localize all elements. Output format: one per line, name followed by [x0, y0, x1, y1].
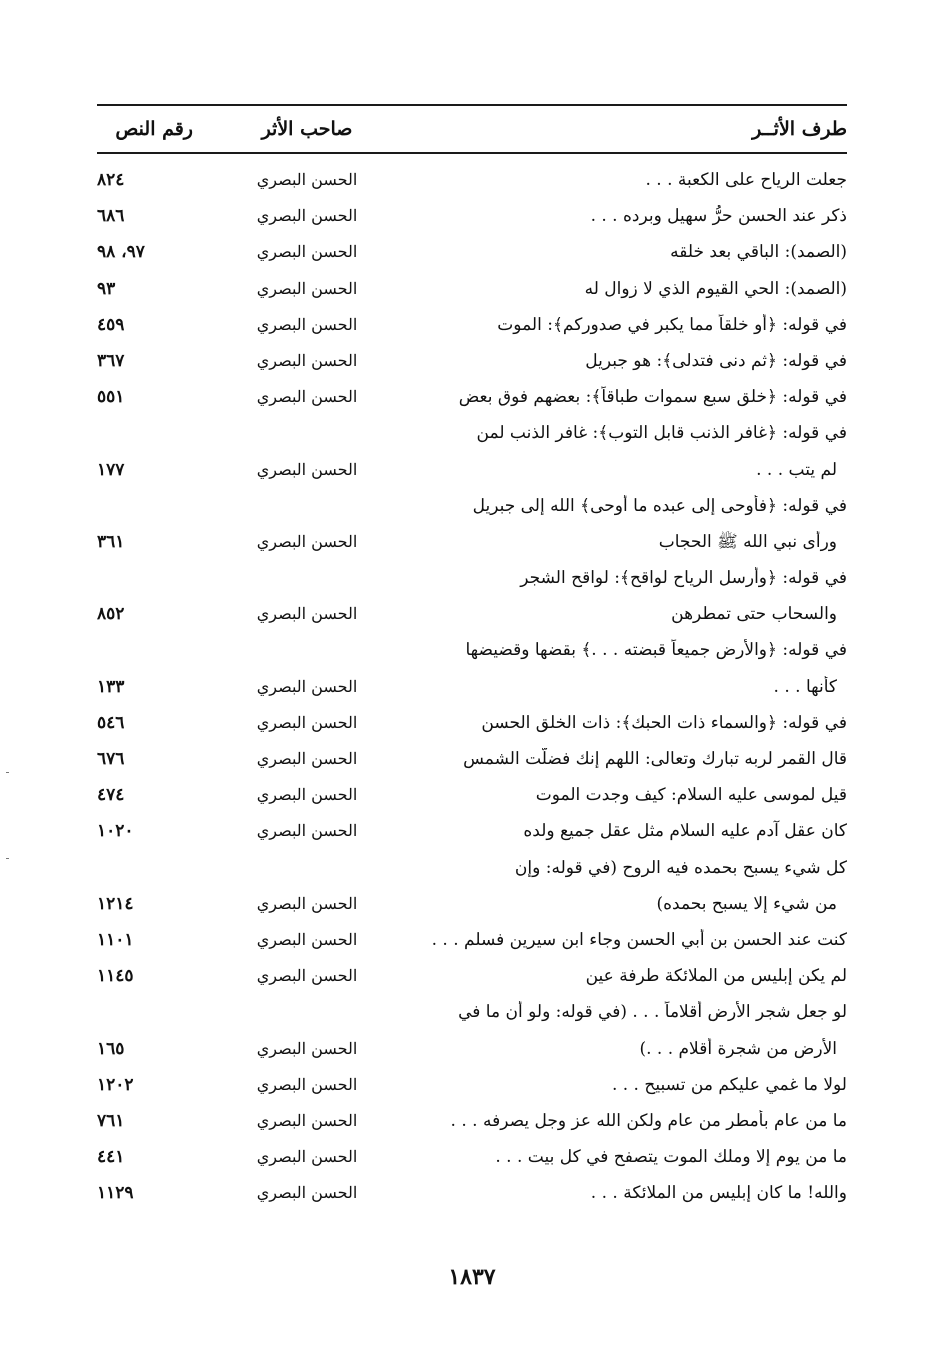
athar-text: من شيء إلا يسبح بحمده) — [656, 893, 837, 914]
row-line — [97, 343, 847, 379]
athar-author: الحسن البصري — [256, 314, 358, 334]
text-number: ٤٧٤ — [97, 785, 125, 806]
text-number: ١٢١٤ — [97, 893, 134, 914]
text-number: ١٢٠٢ — [97, 1074, 134, 1095]
text-number: ١٠٢٠ — [97, 821, 134, 842]
athar-text: لو جعل شجر الأرض أقلاماً . . . (في قوله: ولو أن ما في — [458, 1002, 847, 1023]
table-row — [97, 994, 847, 1066]
text-number: ٤٥٩ — [97, 314, 125, 335]
text-number: ٦٧٦ — [97, 749, 125, 769]
row-line — [97, 1175, 847, 1211]
athar-text: (الصمد): الحي القيوم الذي لا زوال له — [584, 278, 847, 299]
row-line — [97, 958, 847, 994]
table-row — [97, 1139, 847, 1175]
athar-text: ما من يوم إلا وملك الموت يتصفح في كل بيت . . . — [495, 1147, 847, 1168]
athar-author: الحسن البصري — [256, 459, 358, 479]
header-rule — [97, 152, 847, 154]
row-line — [97, 379, 847, 415]
athar-author: الحسن البصري — [256, 170, 358, 189]
athar-author: الحسن البصري — [256, 676, 358, 696]
row-line — [97, 415, 847, 451]
row-line — [97, 198, 847, 234]
table-row — [97, 343, 847, 379]
text-number: ٣٦٧ — [97, 350, 125, 371]
athar-text: قيل لموسى عليه السلام: كيف وجدت الموت — [535, 785, 847, 806]
table-body — [97, 162, 847, 1211]
athar-author: الحسن البصري — [256, 1074, 358, 1094]
text-number: ٨٥٢ — [97, 604, 125, 625]
text-number: ١٣٣ — [97, 676, 125, 697]
row-line — [97, 669, 847, 705]
athar-author: الحسن البصري — [256, 604, 358, 624]
table-row — [97, 415, 847, 487]
table-row — [97, 271, 847, 307]
athar-text: قال القمر لربه تبارك وتعالى: اللهم إنك فضلّت الشمس — [463, 749, 847, 769]
table-row — [97, 1067, 847, 1103]
header-text-number: رقم النص — [115, 118, 193, 140]
row-line — [97, 850, 847, 886]
table-row — [97, 379, 847, 415]
athar-text: في قوله: ﴿فأوحى إلى عبده ما أوحى﴾ الله إلى جبريل — [472, 495, 847, 516]
table-row — [97, 198, 847, 234]
athar-author: الحسن البصري — [256, 278, 358, 298]
index-page — [97, 104, 847, 1290]
table-row — [97, 307, 847, 343]
text-number: ١٧٧ — [97, 459, 125, 480]
athar-text: في قوله: ﴿أو خلقاً مما يكبر في صدوركم﴾: الموت — [497, 314, 847, 335]
athar-author: الحسن البصري — [256, 893, 358, 913]
athar-author: الحسن البصري — [256, 749, 358, 768]
text-number: ١١٤٥ — [97, 966, 134, 987]
athar-author: الحسن البصري — [256, 785, 358, 805]
table-row — [97, 705, 847, 741]
athar-text: في قوله: ﴿خلق سبع سموات طباقاً﴾: بعضهم فوق بعض — [458, 387, 847, 408]
page-number: ١٨٣٧ — [448, 1264, 496, 1290]
table-row — [97, 632, 847, 704]
table-row — [97, 958, 847, 994]
row-line — [97, 596, 847, 632]
athar-text: في قوله: ﴿والسماء ذات الحبك﴾: ذات الخلق الحسن — [481, 712, 847, 733]
table-row — [97, 813, 847, 849]
text-number: ١١٢٩ — [97, 1183, 134, 1204]
row-line — [97, 271, 847, 307]
athar-author: الحسن البصري — [256, 1110, 358, 1130]
table-row — [97, 850, 847, 922]
athar-text: كان عقل آدم عليه السلام مثل عقل جميع ولده — [523, 821, 847, 842]
header-athar-author: صاحب الأثر — [261, 118, 353, 140]
text-number: ٤٤١ — [97, 1147, 125, 1168]
text-number: ٧٦١ — [97, 1110, 125, 1131]
athar-text: ما من عام بأمطر من عام ولكن الله عز وجل يصرفه . . . — [450, 1110, 847, 1131]
text-number: ٩٧، ٩٨ — [97, 242, 145, 263]
athar-author: الحسن البصري — [256, 821, 358, 841]
row-line — [97, 1031, 847, 1067]
athar-text: كأنها . . . — [773, 676, 837, 697]
athar-text: في قوله: ﴿وأرسل الرياح لواقح﴾: لواقح الشجر — [520, 568, 847, 589]
table-row — [97, 560, 847, 632]
text-number: ١١٠١ — [97, 929, 134, 950]
athar-text: والله! ما كان إبليس من الملائكة . . . — [590, 1183, 847, 1204]
row-line — [97, 705, 847, 741]
text-number: ٨٢٤ — [97, 170, 125, 190]
athar-text: والسحاب حتى تمطرهن — [671, 604, 837, 625]
text-number: ٥٥١ — [97, 387, 125, 408]
row-line — [97, 560, 847, 596]
athar-text: (الصمد): الباقي بعد خلقه — [670, 242, 847, 263]
athar-author: الحسن البصري — [256, 929, 358, 949]
row-line — [97, 922, 847, 958]
athar-text: لم يكن إبليس من الملائكة طرفة عين — [585, 966, 847, 987]
row-line — [97, 1067, 847, 1103]
athar-author: الحسن البصري — [256, 350, 358, 370]
row-line — [97, 162, 847, 198]
row-line — [97, 524, 847, 560]
athar-author: الحسن البصري — [256, 242, 358, 262]
text-number: ٩٣ — [97, 278, 116, 299]
table-row — [97, 488, 847, 560]
row-line — [97, 994, 847, 1030]
text-number: ٦٨٦ — [97, 206, 125, 227]
row-line — [97, 632, 847, 668]
table-row — [97, 1175, 847, 1211]
athar-text: الأرض من شجرة أقلام . . .) — [639, 1038, 837, 1059]
table-row — [97, 777, 847, 813]
athar-author: الحسن البصري — [256, 387, 358, 407]
athar-author: الحسن البصري — [256, 206, 358, 226]
top-rule — [97, 104, 847, 106]
athar-text: ورأى نبي الله ﷺ الحجاب — [658, 531, 837, 552]
text-number: ٣٦١ — [97, 531, 125, 552]
table-header — [97, 112, 847, 150]
row-line — [97, 1139, 847, 1175]
athar-text: كنت عند الحسن بن أبي الحسن وجاء ابن سيرين فسلم . . . — [431, 929, 847, 950]
athar-author: الحسن البصري — [256, 1183, 358, 1203]
athar-text: لولا ما غمي عليكم من تسبيح . . . — [611, 1074, 847, 1095]
table-row — [97, 1103, 847, 1139]
athar-text: في قوله: ﴿والأرض جميعاً قبضته . . .﴾ بقضها وقضيضها — [465, 640, 847, 661]
row-line — [97, 488, 847, 524]
margin-mark — [6, 858, 9, 859]
athar-text: لم يتب . . . — [756, 459, 837, 480]
table-row — [97, 741, 847, 777]
athar-text: في قوله: ﴿ثم دنى فتدلى﴾: هو جبريل — [585, 350, 847, 371]
athar-author: الحسن البصري — [256, 531, 358, 551]
text-number: ١٦٥ — [97, 1038, 125, 1059]
margin-mark — [6, 772, 9, 773]
text-number: ٥٤٦ — [97, 712, 125, 733]
row-line — [97, 307, 847, 343]
athar-text: جعلت الرياح على الكعبة . . . — [645, 170, 847, 190]
athar-text: ذكر عند الحسن حرُّ سهيل وبرده . . . — [590, 206, 847, 227]
row-line — [97, 741, 847, 777]
row-line — [97, 452, 847, 488]
table-row — [97, 922, 847, 958]
athar-author: الحسن البصري — [256, 966, 358, 986]
row-line — [97, 234, 847, 270]
athar-author: الحسن البصري — [256, 1147, 358, 1167]
header-athar-head: طرف الأثــر — [752, 118, 847, 140]
athar-author: الحسن البصري — [256, 1038, 358, 1058]
row-line — [97, 777, 847, 813]
athar-author: الحسن البصري — [256, 712, 358, 732]
table-row — [97, 162, 847, 198]
athar-text: في قوله: ﴿غافر الذنب قابل التوب﴾: غافر الذنب لمن — [476, 423, 847, 444]
athar-text: كل شيء يسبح بحمده فيه الروح (في قوله: وإن — [514, 857, 847, 878]
row-line — [97, 1103, 847, 1139]
table-row — [97, 234, 847, 270]
row-line — [97, 886, 847, 922]
row-line — [97, 813, 847, 849]
